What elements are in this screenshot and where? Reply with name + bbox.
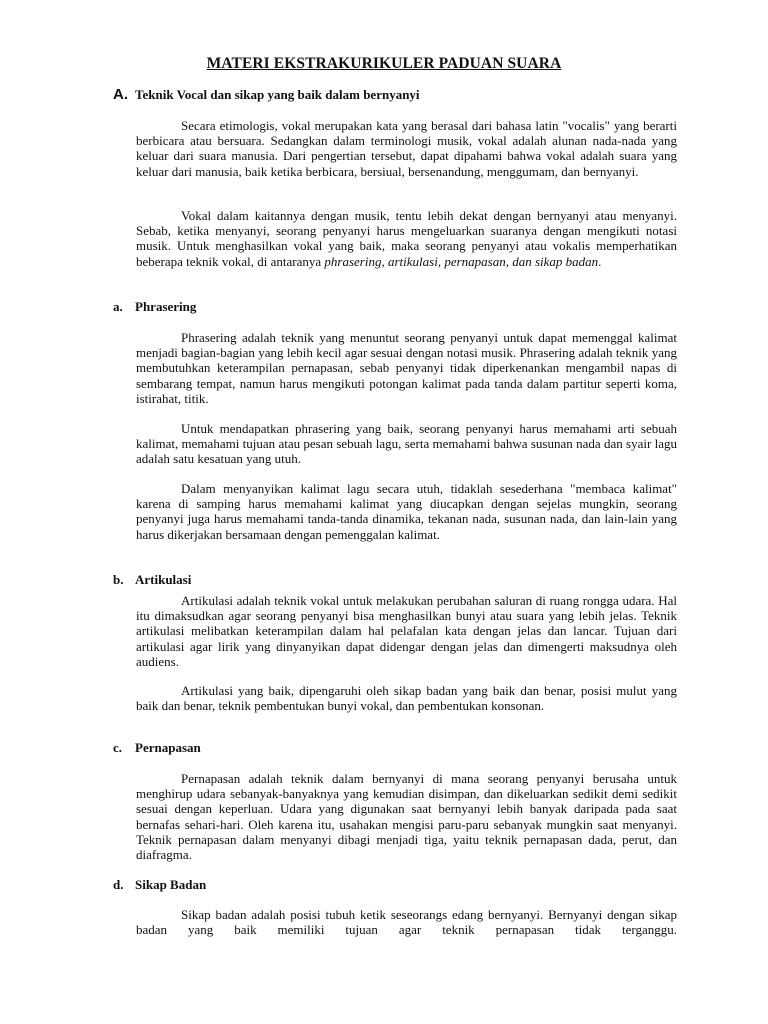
pernapasan-marker: c. (113, 740, 123, 755)
phrasering-paragraph-1: Phrasering adalah teknik yang menuntut seorang penyanyi untuk dapat memenggal kalimat menjadi bagian-bagian yang lebih kecil agar sesuai dengan notasi musik. Phrasering adalah teknik yang membutuhkan keterampilan pernapasan, sebab penyanyi tidak diperkenankan mengambil napas di sembarang tempat, namun harus mengikuti potongan kalimat pada tanda dalam partitur seperti koma, istirahat, titik. (136, 330, 677, 406)
section-a-paragraph-1: Secara etimologis, vokal merupakan kata yang berasal dari bahasa latin "vocalis" yang berarti berbicara atau bersuara. Sedangkan dalam terminologi musik, vokal adalah alunan nada-nada yang keluar dari suara manusia. Dari pengertian tersebut, dapat dipahami bahwa vokal adalah suara yang keluar dari manusia, baik ketika berbicara, bersiual, bersenandung, menggumam, dan bernyanyi. (136, 118, 677, 179)
artikulasi-paragraph-2: Artikulasi yang baik, dipengaruhi oleh sikap badan yang baik dan benar, posisi mulut yang baik dan benar, teknik pembentukan bunyi vokal, dan pembentukan konsonan. (136, 683, 677, 714)
section-a-paragraph-2-end: . (598, 253, 602, 269)
pernapasan-paragraph-1: Pernapasan adalah teknik dalam bernyanyi di mana seorang penyanyi berusaha untuk menghirup udara sebanyak-banyaknya yang kemudian disimpan, dan dikeluarkan sedikit demi sedikit sesuai dengan keperluan. Udara yang digunakan saat bernyanyi lebih banyak daripada pada saat bernafas sehari-hari. Oleh karena itu, usahakan mengisi paru-paru sebanyak mungkin saat menyanyi. Teknik pernapasan dalam menyanyi dibagi menjadi tiga, yaitu teknik pernapasan dada, perut, dan diafragma. (136, 771, 677, 863)
sikap-badan-heading (113, 877, 206, 893)
artikulasi-marker: b. (113, 572, 124, 587)
pernapasan-title: Pernapasan (135, 740, 201, 755)
section-a-marker: A. (113, 86, 128, 103)
pernapasan-heading (113, 740, 201, 756)
phrasering-title: Phrasering (135, 299, 197, 314)
section-a-paragraph-2-italic: phrasering, artikulasi, pernapasan, dan sikap badan (324, 253, 599, 269)
phrasering-paragraph-3: Dalam menyanyikan kalimat lagu secara utuh, tidaklah sesederhana "membaca kalimat" karena di samping harus memahami kalimat yang diucapkan dengan sejelas mungkin, seorang penyanyi juga harus memahami tanda-tanda dinamika, tekanan nada, susunan nada, dan lain-lain yang harus dikerjakan bersamaan dengan pemenggalan kalimat. (136, 481, 677, 542)
phrasering-marker: a. (113, 299, 123, 314)
section-a-title: Teknik Vocal dan sikap yang baik dalam bernyanyi (135, 87, 420, 102)
section-a-heading (113, 86, 420, 103)
sikap-badan-marker: d. (113, 877, 124, 892)
artikulasi-paragraph-1: Artikulasi adalah teknik vokal untuk melakukan perubahan saluran di ruang rongga udara. Hal itu dimaksudkan agar seorang penyanyi bisa menghasilkan bunyi atau suara yang lebih jelas. Teknik artikulasi melibatkan keterampilan dalam hal pelafalan kata dengan jelas dan lancar. Tujuan dari artikulasi agar lirik yang dinyanyikan dapat didengar dengan jelas dan dimengerti maksudnya oleh audiens. (136, 593, 677, 669)
phrasering-paragraph-2: Untuk mendapatkan phrasering yang baik, seorang penyanyi harus memahami arti sebuah kalimat, memahami tujuan atau pesan sebuah lagu, serta memahami bahwa susunan nada dan syair lagu adalah satu kesatuan yang utuh. (136, 421, 677, 467)
phrasering-heading (113, 299, 196, 315)
sikap-badan-title: Sikap Badan (135, 877, 207, 892)
section-a-paragraph-2 (136, 208, 677, 269)
artikulasi-title: Artikulasi (135, 572, 192, 587)
sikap-badan-paragraph-1: Sikap badan adalah posisi tubuh ketik seseorangs edang bernyanyi. Bernyanyi dengan sikap badan yang baik memiliki tujuan agar teknik pernapasan tidak terganggu. (136, 907, 677, 938)
document-title: MATERI EKSTRAKURIKULER PADUAN SUARA (206, 55, 562, 72)
artikulasi-heading (113, 572, 191, 588)
section-a-paragraph-2-text: Vokal dalam kaitannya dengan musik, tentu lebih dekat dengan bernyanyi atau menyanyi. Sebab, ketika menyanyi, seorang penyanyi harus mengeluarkan suaranya dengan mengikuti notasi musik. Untuk menghasilkan vokal yang baik, maka seorang penyanyi atau vokalis memperhatikan beberapa teknik vokal, di antaranya (136, 208, 677, 269)
